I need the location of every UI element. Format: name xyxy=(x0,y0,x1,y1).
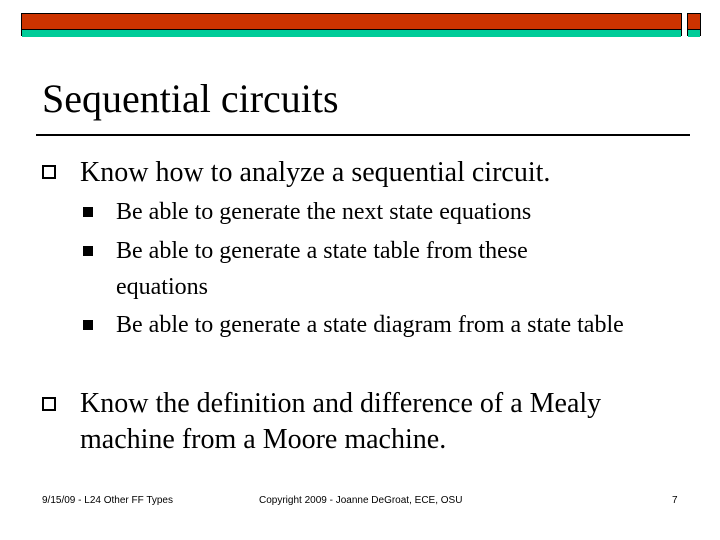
slide-number: 7 xyxy=(672,495,678,506)
header-box-green-band xyxy=(688,29,700,37)
header-green-band xyxy=(22,29,681,37)
sub-bullet-3-text: Be able to generate a state diagram from a state table xyxy=(116,312,624,338)
sub-bullet-1-text: Be able to generate the next state equations xyxy=(116,199,532,225)
filled-square-bullet-icon xyxy=(83,246,93,256)
slide-title: Sequential circuits xyxy=(42,76,339,121)
hollow-square-bullet-icon xyxy=(42,165,56,179)
filled-square-bullet-icon xyxy=(83,207,93,217)
bullet-1-text: Know how to analyze a sequential circuit. xyxy=(80,157,551,188)
header-red-band xyxy=(22,14,681,29)
title-underline xyxy=(36,134,690,136)
bullet-2-text: Know the definition and difference of a Mealy machine from a Moore machine. xyxy=(80,388,602,455)
header-decoration-box xyxy=(687,13,701,36)
hollow-square-bullet-icon xyxy=(42,397,56,411)
header-decoration-bar xyxy=(21,13,682,36)
footer-date-lecture: 9/15/09 - L24 Other FF Types xyxy=(42,495,173,506)
filled-square-bullet-icon xyxy=(83,320,93,330)
footer-copyright: Copyright 2009 - Joanne DeGroat, ECE, OSU xyxy=(259,495,463,506)
sub-bullet-2-text: Be able to generate a state table from these equations xyxy=(116,238,528,300)
header-box-red-band xyxy=(688,14,700,29)
